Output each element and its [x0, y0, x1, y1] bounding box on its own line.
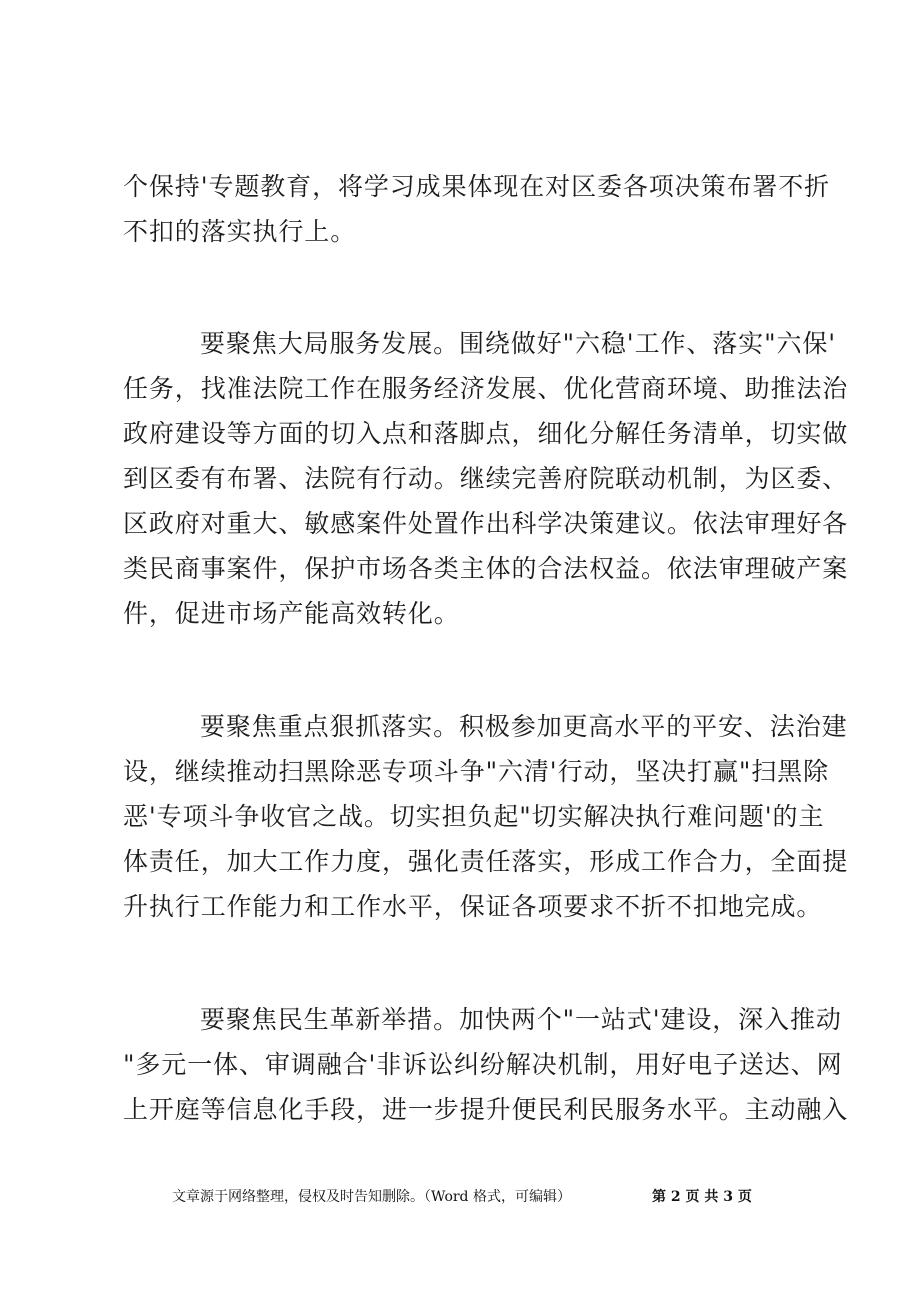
paragraph-2-line-4: 到区委有布署、法院有行动。继续完善府院联动机制，为区委、 [123, 464, 849, 493]
paragraph-2-line-3: 政府建设等方面的切入点和落脚点，细化分解任务清单，切实做 [123, 419, 849, 448]
paragraph-4-line-1: 要聚焦民生革新举措。加快两个"一站式'建设，深入推动 [200, 1005, 842, 1034]
footer-copyright-note: 文章源于网络整理，侵权及时告知删除。（Word 格式，可编辑） [172, 1189, 571, 1205]
paragraph-3-line-2: 设，继续推动扫黑除恶专项斗争"六清'行动，坚决打赢"扫黑除 [123, 757, 829, 786]
page-footer [0, 1186, 920, 1208]
paragraph-2-line-1: 要聚焦大局服务发展。围绕做好"六稳'工作、落实"六保' [200, 329, 837, 358]
paragraph-2-line-2: 任务，找准法院工作在服务经济发展、优化营商环境、助推法治 [123, 374, 849, 403]
paragraph-2-line-5: 区政府对重大、敏感案件处置作出科学决策建议。依法审理好各 [123, 509, 849, 538]
paragraph-1-line-2: 不扣的落实执行上。 [123, 217, 357, 246]
paragraph-3-line-1: 要聚焦重点狠抓落实。积极参加更高水平的平安、法治建 [200, 712, 848, 741]
paragraph-3-line-5: 升执行工作能力和工作水平，保证各项要求不折不扣地完成。 [123, 892, 823, 921]
paragraph-2-line-6: 类民商事案件，保护市场各类主体的合法权益。依法审理破产案 [123, 554, 849, 583]
paragraph-4-line-2: "多元一体、审调融合'非诉讼纠纷解决机制，用好电子送达、网 [123, 1050, 843, 1079]
paragraph-2-line-7: 件，促进市场产能高效转化。 [123, 599, 460, 628]
page-number: 第 2 页 共 3 页 [652, 1189, 752, 1205]
paragraph-4-line-3: 上开庭等信息化手段，进一步提升便民利民服务水平。主动融入 [123, 1095, 849, 1124]
paragraph-1-line-1: 个保持'专题教育，将学习成果体现在对区委各项决策布署不折 [123, 172, 831, 201]
paragraph-3-line-4: 体责任，加大工作力度，强化责任落实，形成工作合力，全面提 [123, 847, 849, 876]
paragraph-3-line-3: 恶'专项斗争收官之战。切实担负起"切实解决执行难问题'的主 [123, 802, 825, 831]
